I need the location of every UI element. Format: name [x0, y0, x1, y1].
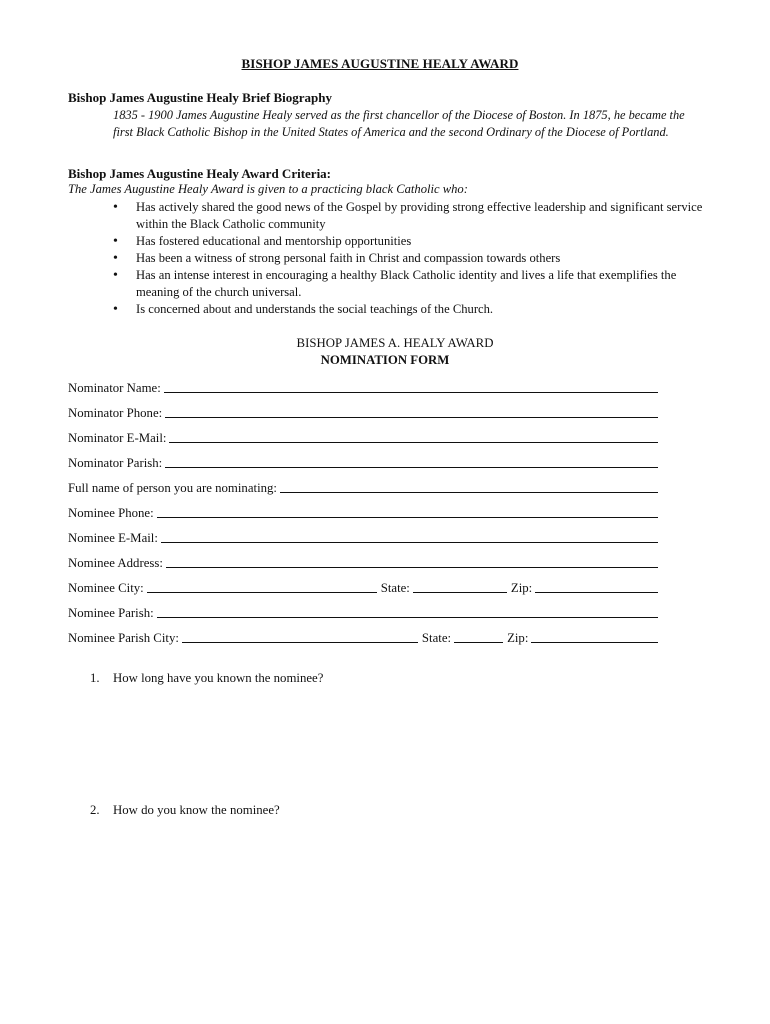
nominee-city-row [68, 579, 658, 596]
biography-heading: Bishop James Augustine Healy Brief Biography [68, 90, 332, 105]
biography-text: 1835 - 1900 James Augustine Healy served as the first chancellor of the Diocese of Boston. In 1875, he became the first Black Catholic Bishop in the United States of America and the second Ordinary of the Diocese of Portland. [113, 108, 685, 139]
nominee-parish-label: Nominee Parish: [68, 606, 154, 620]
nominator-parish-label: Nominator Parish: [68, 456, 163, 470]
nominator-name-field[interactable] [164, 380, 658, 393]
zip-label: Zip: [507, 631, 529, 645]
nominee-email-field[interactable] [161, 530, 658, 543]
nominee-full-name-row [68, 479, 658, 496]
nominator-email-label: Nominator E-Mail: [68, 431, 167, 445]
nominee-phone-row [68, 504, 658, 521]
nominator-parish-row [68, 454, 658, 471]
nominator-name-label: Nominator Name: [68, 381, 161, 395]
nominee-email-row [68, 529, 658, 546]
nominee-phone-field[interactable] [157, 505, 658, 518]
state-label: State: [380, 581, 410, 595]
question-text: How do you know the nominee? [113, 803, 280, 817]
nominee-phone-label: Nominee Phone: [68, 506, 154, 520]
zip-label: Zip: [510, 581, 533, 595]
nominee-full-name-label: Full name of person you are nominating: [68, 481, 277, 495]
nominator-parish-field[interactable] [165, 455, 658, 468]
nominator-phone-row [68, 404, 658, 421]
nominator-name-row [68, 379, 658, 396]
nominator-email-field[interactable] [169, 430, 658, 443]
document-title: BISHOP JAMES AUGUSTINE HEALY AWARD [241, 56, 519, 71]
criteria-list [113, 199, 703, 318]
nominee-parish-city-label: Nominee Parish City: [68, 631, 179, 645]
state-label: State: [421, 631, 452, 645]
criteria-item: • Has an intense interest in encouraging a healthy Black Catholic identity and lives a life that exemplifies the meaning of the church universal. [113, 267, 703, 301]
nominee-parish-city-row [68, 629, 658, 646]
criteria-intro: The James Augustine Healy Award is given to a practicing black Catholic who: [68, 182, 468, 196]
nominee-city-label: Nominee City: [68, 581, 144, 595]
question-text: How long have you known the nominee? [113, 671, 324, 685]
parish-state-field[interactable] [454, 630, 503, 643]
nominee-parish-row [68, 604, 658, 621]
question-item [90, 803, 280, 818]
nominator-email-row [68, 429, 658, 446]
criteria-item: • Has been a witness of strong personal faith in Christ and compassion towards others [113, 250, 703, 267]
criteria-item: • Has actively shared the good news of the Gospel by providing strong effective leadership and significant service within the Black Catholic community [113, 199, 703, 233]
nominee-parish-city-field[interactable] [182, 630, 418, 643]
form-subtitle: NOMINATION FORM [320, 353, 450, 367]
nominator-phone-field[interactable] [165, 405, 658, 418]
nominee-address-field[interactable] [166, 555, 658, 568]
parish-zip-field[interactable] [531, 630, 658, 643]
question-number: 1. [90, 671, 100, 685]
form-title: BISHOP JAMES A. HEALY AWARD [296, 336, 494, 350]
criteria-item: • Is concerned about and understands the social teachings of the Church. [113, 301, 703, 318]
nominee-address-row [68, 554, 658, 571]
criteria-item: • Has fostered educational and mentorship opportunities [113, 233, 703, 250]
question-item [90, 671, 323, 686]
nominee-parish-field[interactable] [157, 605, 658, 618]
nominee-state-field[interactable] [413, 580, 507, 593]
nominee-email-label: Nominee E-Mail: [68, 531, 158, 545]
question-number: 2. [90, 803, 100, 817]
nominee-full-name-field[interactable] [280, 480, 658, 493]
nominator-phone-label: Nominator Phone: [68, 406, 163, 420]
nominee-city-field[interactable] [147, 580, 377, 593]
nominee-zip-field[interactable] [535, 580, 658, 593]
nominee-address-label: Nominee Address: [68, 556, 163, 570]
criteria-heading: Bishop James Augustine Healy Award Criteria: [68, 166, 332, 181]
